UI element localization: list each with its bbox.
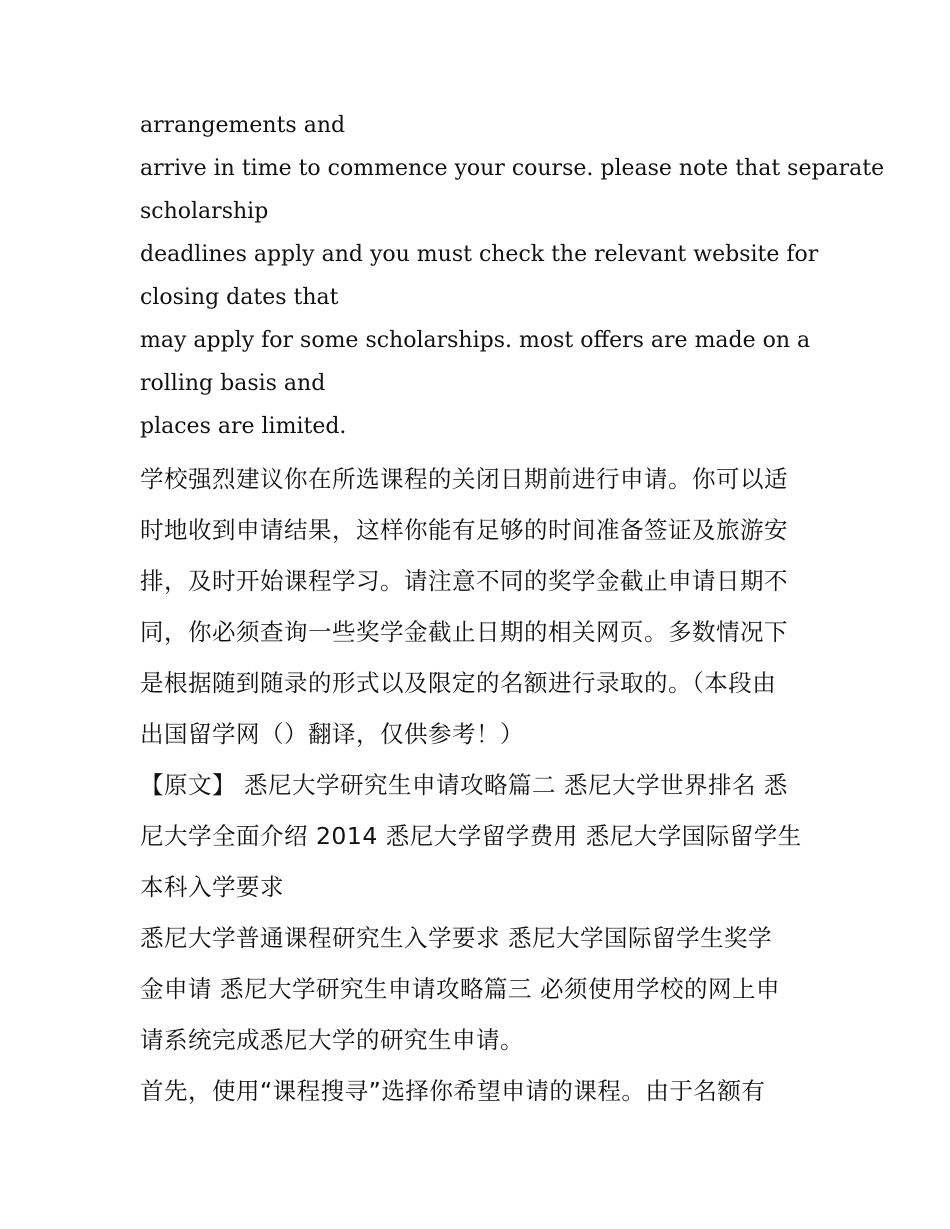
text-line: arrive in time to commence your course. please note that separate [140,156,885,181]
text-line: 时地收到申请结果，这样你能有足够的时间准备签证及旅游安 [140,516,788,544]
text-line: 出国留学网（）翻译，仅供参考！） [140,720,524,748]
document-body [140,104,885,1117]
text-line: 是根据随到随录的形式以及限定的名额进行录取的。（本段由 [140,669,777,697]
text-line: 悉尼大学普通课程研究生入学要求 悉尼大学国际留学生奖学 [140,924,772,952]
text-line: scholarship [140,199,269,224]
text-line: arrangements and [140,113,346,138]
text-line: 首先，使用“课程搜寻”选择你希望申请的课程。由于名额有 [140,1077,766,1105]
text-line: 尼大学全面介绍 2014 悉尼大学留学费用 悉尼大学国际留学生 [140,822,802,850]
english-paragraph [140,104,885,448]
text-line: deadlines apply and you must check the relevant website for [140,242,819,267]
chinese-paragraph-requirements [140,913,820,1066]
chinese-paragraph-related-links [140,760,820,913]
text-line: places are limited. [140,414,347,439]
text-line: 排，及时开始课程学习。请注意不同的奖学金截止申请日期不 [140,567,788,595]
text-line: 金申请 悉尼大学研究生申请攻略篇三 必须使用学校的网上申 [140,975,780,1003]
chinese-paragraph-translation [140,454,820,760]
chinese-paragraph-course-search [140,1066,820,1117]
text-line: rolling basis and [140,371,326,396]
text-line: 同，你必须查询一些奖学金截止日期的相关网页。多数情况下 [140,618,788,646]
text-line: closing dates that [140,285,339,310]
text-line: may apply for some scholarships. most offers are made on a [140,328,811,353]
text-line: 学校强烈建议你在所选课程的关闭日期前进行申请。你可以适 [140,465,788,493]
text-line: 【原文】 悉尼大学研究生申请攻略篇二 悉尼大学世界排名 悉 [140,771,788,799]
text-line: 本科入学要求 [140,873,284,901]
text-line: 请系统完成悉尼大学的研究生申请。 [140,1026,524,1054]
